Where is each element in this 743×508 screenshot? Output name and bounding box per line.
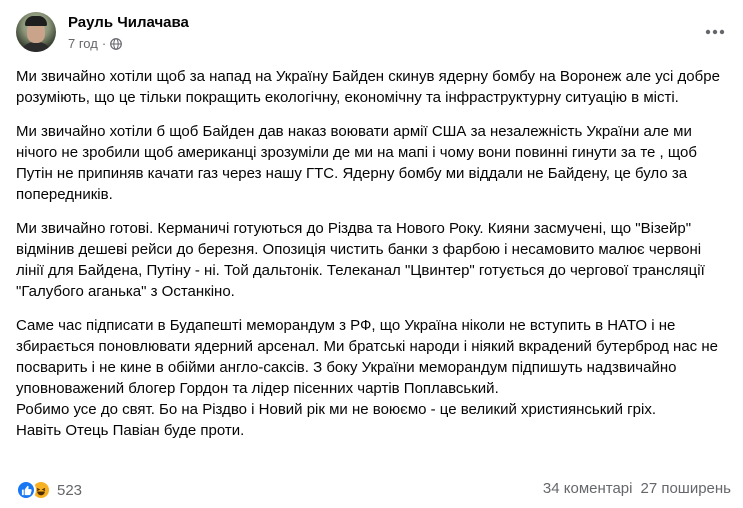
post-paragraph: Саме час підписати в Будапешті меморандум з РФ, що Україна ніколи не вступить в НАТО і не збирається поновлювати ядерний арсенал. Ми братські народи і ніякий вкрадений бутерброд нас не посварить і не кине в обійми англо-саксів. З боку України меморандум підпишуть надзвичайно уповноважений блогер Гордон та лідер пісенних чартів Поплавський. <box>16 317 718 397</box>
post-paragraph: Робимо усе до свят. Бо на Різдво і Новий рік ми не воюємо - це великий християнський гріх. <box>16 401 656 418</box>
post-paragraph: Ми звичайно хотіли щоб за напад на Україну Байден скинув ядерну бомбу на Воронеж але усі добре розуміють, що це тільки покращить екологічну, економічну та інфраструктурну ситуацію в місті. <box>16 68 720 106</box>
like-reaction-icon <box>16 480 36 500</box>
meta-separator: · <box>101 36 107 51</box>
reactions-summary[interactable] <box>16 480 82 500</box>
post-timestamp[interactable]: 7 год <box>68 36 98 51</box>
post-paragraph: Ми звичайно готові. Керманичі готуються до Різдва та Нового Року. Кияни засмучені, що "Візейр" відмінив дешеві рейси до березня. Опозиція чистить банки з фарбою і несамовито малює червоні лінії для Байдена, Путіну - ні. Той дальтонік. Телеканал "Цвинтер" готується до чергової трансляції "Галубого аганька" з Останкіно. <box>16 220 705 300</box>
post-paragraph: Ми звичайно хотіли б щоб Байден дав наказ воювати армії США за незалежність України але ми нічого не зробили щоб американці зрозуміли де ми на мапі і чому вони повинні гинути за те , щоб Путін не припиняв качати газ через нашу ГТС. Ядерну бомбу ми віддали не Байдену, це було за попередників. <box>16 123 697 203</box>
author-name[interactable]: Рауль Чилачава <box>68 14 189 31</box>
comments-count-link[interactable]: 34 коментарі <box>542 480 633 497</box>
globe-icon[interactable] <box>110 38 122 50</box>
post-footer <box>16 480 731 502</box>
post-paragraph: Навіть Отець Павіан буде проти. <box>16 422 245 439</box>
post-text <box>16 66 728 441</box>
reaction-count: 523 <box>57 481 83 499</box>
post-meta <box>68 36 122 51</box>
engagement-stats <box>543 480 731 497</box>
shares-count-link[interactable]: 27 поширень <box>640 480 731 497</box>
post-header <box>16 10 731 58</box>
more-horizontal-icon[interactable] <box>701 22 729 42</box>
avatar[interactable] <box>16 12 56 52</box>
